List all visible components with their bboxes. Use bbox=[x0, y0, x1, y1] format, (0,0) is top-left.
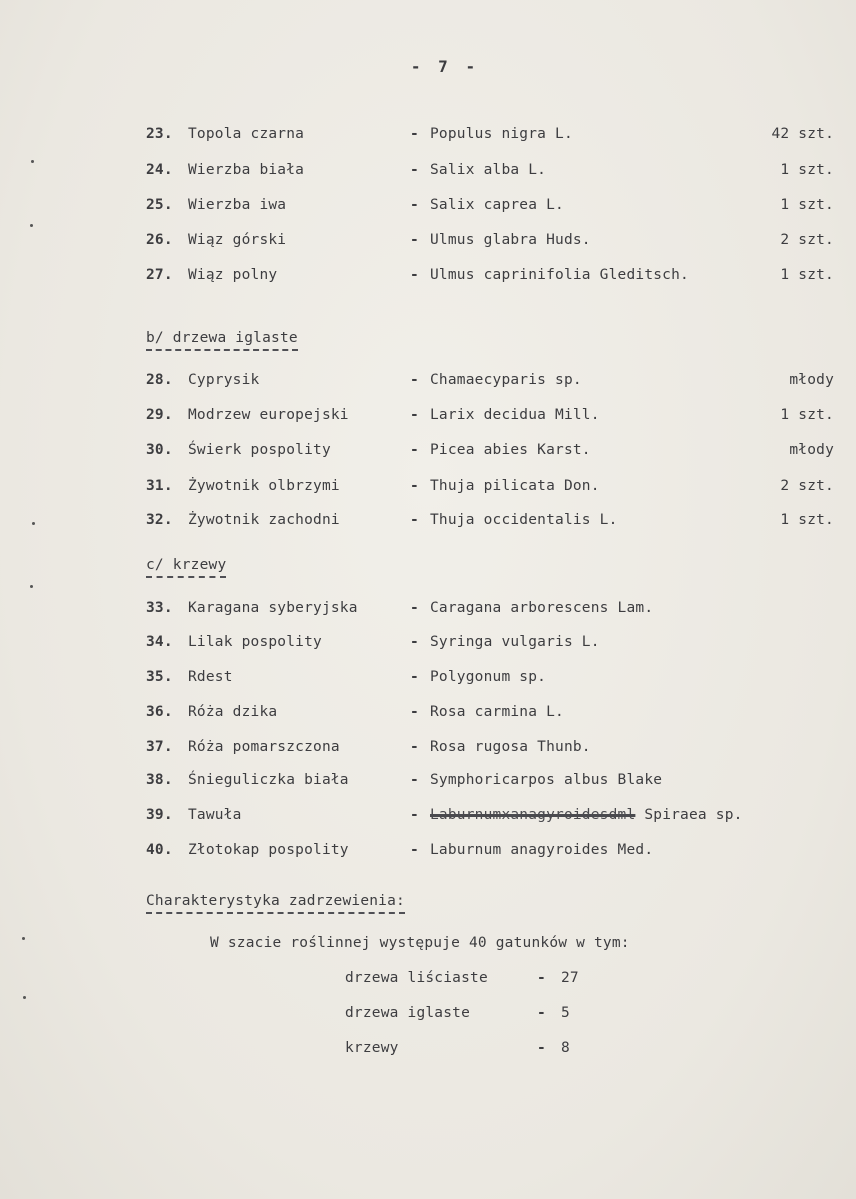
list-item bbox=[0, 512, 856, 532]
latin-name: Picea abies Karst. bbox=[430, 442, 591, 458]
item-quantity: 1 szt. bbox=[780, 162, 834, 178]
section-heading-text: b/ drzewa iglaste bbox=[146, 330, 298, 346]
list-item bbox=[0, 407, 856, 427]
polish-name: Karagana syberyjska bbox=[188, 600, 358, 616]
struck-through-text: Laburnumxanagyroidesdml bbox=[430, 807, 636, 823]
latin-name: Laburnum anagyroides Med. bbox=[430, 842, 654, 858]
list-item bbox=[0, 669, 856, 689]
scan-speck bbox=[23, 996, 26, 999]
latin-name: Symphoricarpos albus Blake bbox=[430, 772, 663, 788]
item-number: 26. bbox=[146, 232, 173, 248]
item-dash: - bbox=[410, 232, 419, 248]
latin-name: Spiraea sp. bbox=[644, 807, 743, 823]
latin-name: Ulmus caprinifolia Gleditsch. bbox=[430, 267, 689, 283]
item-dash: - bbox=[410, 197, 419, 213]
latin-name: Thuja pilicata Don. bbox=[430, 478, 600, 494]
summary-label: krzewy bbox=[345, 1040, 399, 1056]
list-item bbox=[0, 162, 856, 182]
item-dash: - bbox=[410, 669, 419, 685]
item-number: 38. bbox=[146, 772, 173, 788]
page-number: - 7 - bbox=[410, 57, 480, 76]
list-item bbox=[0, 232, 856, 252]
polish-name: Złotokap pospolity bbox=[188, 842, 349, 858]
item-number: 31. bbox=[146, 478, 173, 494]
section-heading-shrubs bbox=[146, 557, 226, 578]
item-quantity: 1 szt. bbox=[780, 407, 834, 423]
heading-underline bbox=[146, 576, 226, 578]
item-number: 37. bbox=[146, 739, 173, 755]
summary-dash: - bbox=[537, 1040, 546, 1056]
item-quantity: młody bbox=[789, 442, 834, 458]
latin-name: Salix alba L. bbox=[430, 162, 547, 178]
summary-label: drzewa iglaste bbox=[345, 1005, 471, 1021]
item-quantity: 1 szt. bbox=[780, 267, 834, 283]
item-number: 39. bbox=[146, 807, 173, 823]
latin-name: Larix decidua Mill. bbox=[430, 407, 600, 423]
item-number: 32. bbox=[146, 512, 173, 528]
latin-name: Ulmus glabra Huds. bbox=[430, 232, 591, 248]
characteristics-heading bbox=[146, 893, 405, 914]
polish-name: Wiąz górski bbox=[188, 232, 287, 248]
item-dash: - bbox=[410, 512, 419, 528]
summary-intro: W szacie roślinnej występuje 40 gatunków w tym: bbox=[210, 935, 630, 951]
item-quantity: 1 szt. bbox=[780, 512, 834, 528]
polish-name: Lilak pospolity bbox=[188, 634, 322, 650]
polish-name: Topola czarna bbox=[188, 126, 305, 142]
list-item bbox=[0, 842, 856, 862]
item-number: 30. bbox=[146, 442, 173, 458]
list-item bbox=[0, 807, 856, 827]
latin-name: Rosa rugosa Thunb. bbox=[430, 739, 591, 755]
polish-name: Róża pomarszczona bbox=[188, 739, 340, 755]
latin-name: Rosa carmina L. bbox=[430, 704, 564, 720]
item-dash: - bbox=[410, 842, 419, 858]
latin-name: Polygonum sp. bbox=[430, 669, 547, 685]
summary-value: 5 bbox=[561, 1005, 570, 1021]
item-number: 23. bbox=[146, 126, 173, 142]
polish-name: Wierzba biała bbox=[188, 162, 305, 178]
section-heading-conifers bbox=[146, 330, 298, 351]
summary-row bbox=[0, 1005, 856, 1025]
item-dash: - bbox=[410, 772, 419, 788]
polish-name: Róża dzika bbox=[188, 704, 278, 720]
item-number: 29. bbox=[146, 407, 173, 423]
item-number: 24. bbox=[146, 162, 173, 178]
polish-name: Rdest bbox=[188, 669, 233, 685]
item-dash: - bbox=[410, 126, 419, 142]
list-item bbox=[0, 634, 856, 654]
item-number: 34. bbox=[146, 634, 173, 650]
item-quantity: 2 szt. bbox=[780, 232, 834, 248]
summary-dash: - bbox=[537, 1005, 546, 1021]
item-dash: - bbox=[410, 372, 419, 388]
item-dash: - bbox=[410, 162, 419, 178]
heading-underline bbox=[146, 912, 405, 914]
scan-speck bbox=[22, 937, 25, 940]
list-item bbox=[0, 600, 856, 620]
list-item bbox=[0, 267, 856, 287]
polish-name: Wiąz polny bbox=[188, 267, 278, 283]
scan-speck bbox=[30, 585, 33, 588]
list-item bbox=[0, 739, 856, 759]
list-item bbox=[0, 704, 856, 724]
polish-name: Żywotnik olbrzymi bbox=[188, 478, 340, 494]
item-quantity: 1 szt. bbox=[780, 197, 834, 213]
latin-name: Syringa vulgaris L. bbox=[430, 634, 600, 650]
item-dash: - bbox=[410, 442, 419, 458]
item-dash: - bbox=[410, 478, 419, 494]
list-item bbox=[0, 772, 856, 792]
scan-speck bbox=[31, 160, 34, 163]
polish-name: Śnieguliczka biała bbox=[188, 772, 349, 788]
item-dash: - bbox=[410, 807, 419, 823]
list-item bbox=[0, 197, 856, 217]
summary-value: 27 bbox=[561, 970, 579, 986]
latin-name-corrected bbox=[430, 807, 743, 823]
latin-name: Chamaecyparis sp. bbox=[430, 372, 582, 388]
summary-dash: - bbox=[537, 970, 546, 986]
summary-value: 8 bbox=[561, 1040, 570, 1056]
list-item bbox=[0, 126, 856, 146]
item-number: 36. bbox=[146, 704, 173, 720]
list-item bbox=[0, 478, 856, 498]
item-quantity: 2 szt. bbox=[780, 478, 834, 494]
polish-name: Modrzew europejski bbox=[188, 407, 349, 423]
scan-speck bbox=[32, 522, 35, 525]
list-item bbox=[0, 372, 856, 392]
item-quantity: młody bbox=[789, 372, 834, 388]
item-number: 40. bbox=[146, 842, 173, 858]
summary-row bbox=[0, 970, 856, 990]
item-number: 33. bbox=[146, 600, 173, 616]
item-quantity: 42 szt. bbox=[771, 126, 834, 142]
polish-name: Tawuła bbox=[188, 807, 242, 823]
list-item bbox=[0, 442, 856, 462]
item-dash: - bbox=[410, 600, 419, 616]
item-dash: - bbox=[410, 407, 419, 423]
latin-name: Thuja occidentalis L. bbox=[430, 512, 618, 528]
item-number: 35. bbox=[146, 669, 173, 685]
polish-name: Cyprysik bbox=[188, 372, 260, 388]
latin-name: Salix caprea L. bbox=[430, 197, 564, 213]
polish-name: Świerk pospolity bbox=[188, 442, 331, 458]
latin-name: Populus nigra L. bbox=[430, 126, 573, 142]
item-dash: - bbox=[410, 704, 419, 720]
summary-row bbox=[0, 1040, 856, 1060]
polish-name: Wierzba iwa bbox=[188, 197, 287, 213]
item-number: 28. bbox=[146, 372, 173, 388]
polish-name: Żywotnik zachodni bbox=[188, 512, 340, 528]
item-dash: - bbox=[410, 634, 419, 650]
scan-speck bbox=[30, 224, 33, 227]
item-number: 25. bbox=[146, 197, 173, 213]
heading-underline bbox=[146, 349, 298, 351]
summary-label: drzewa liściaste bbox=[345, 970, 488, 986]
item-dash: - bbox=[410, 739, 419, 755]
item-dash: - bbox=[410, 267, 419, 283]
latin-name: Caragana arborescens Lam. bbox=[430, 600, 654, 616]
section-heading-text: c/ krzewy bbox=[146, 557, 227, 573]
item-number: 27. bbox=[146, 267, 173, 283]
characteristics-heading-text: Charakterystyka zadrzewienia: bbox=[146, 893, 405, 909]
